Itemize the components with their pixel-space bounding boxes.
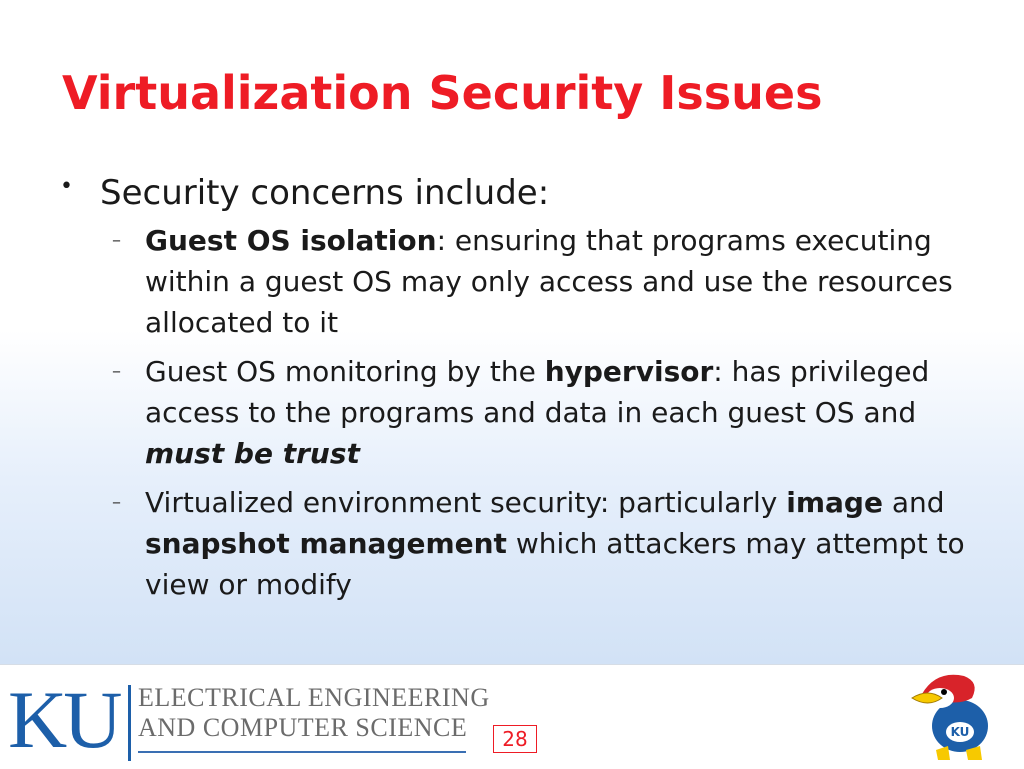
sub-bullet-1-segment-1: Guest OS isolation (145, 224, 437, 257)
main-bullet (60, 168, 980, 218)
sub-bullet-3-segment-3: and (882, 486, 945, 519)
bullet-dot-icon: • (60, 174, 73, 199)
department-underline (138, 751, 466, 753)
sub-bullet-1 (60, 220, 980, 343)
logo-divider (128, 685, 131, 761)
page-number: 28 (493, 725, 537, 753)
sub-bullet-2 (60, 351, 980, 474)
sub-bullet-2-segment-2: hypervisor (544, 355, 714, 388)
sub-bullet-3-segment-2: image (786, 486, 883, 519)
department-line-2: AND COMPUTER SCIENCE (138, 713, 468, 742)
jayhawk-mascot-icon (902, 664, 1002, 764)
sub-bullet-3 (60, 482, 980, 605)
sub-bullet-list (60, 220, 980, 605)
slide-title: Virtualization Security Issues (62, 66, 823, 120)
svg-text:KU: KU (950, 725, 970, 739)
slide-content (60, 168, 980, 613)
sub-bullet-2-segment-3: : has privileged access to the programs and data in each guest OS and (145, 355, 930, 429)
footer (0, 664, 1024, 769)
dash-bullet-icon: – (112, 492, 121, 513)
department-line-1: ELECTRICAL ENGINEERING (138, 683, 490, 712)
sub-bullet-2-segment-4: must be trust (145, 437, 360, 470)
main-bullet-text: Security concerns include: (100, 173, 550, 213)
sub-bullet-2-segment-1: Guest OS monitoring by the (145, 355, 545, 388)
dash-bullet-icon: – (112, 230, 121, 251)
dash-bullet-icon: – (112, 361, 121, 382)
sub-bullet-3-segment-4: snapshot management (145, 527, 507, 560)
sub-bullet-3-segment-5: which attackers may attempt to view or modify (145, 527, 965, 601)
sub-bullet-1-segment-2: : ensuring that programs executing within a guest OS may only access and use the resources allocated to it (145, 224, 953, 339)
ku-logo: KU (8, 674, 119, 765)
sub-bullet-3-segment-1: Virtualized environment security: particularly (145, 486, 787, 519)
